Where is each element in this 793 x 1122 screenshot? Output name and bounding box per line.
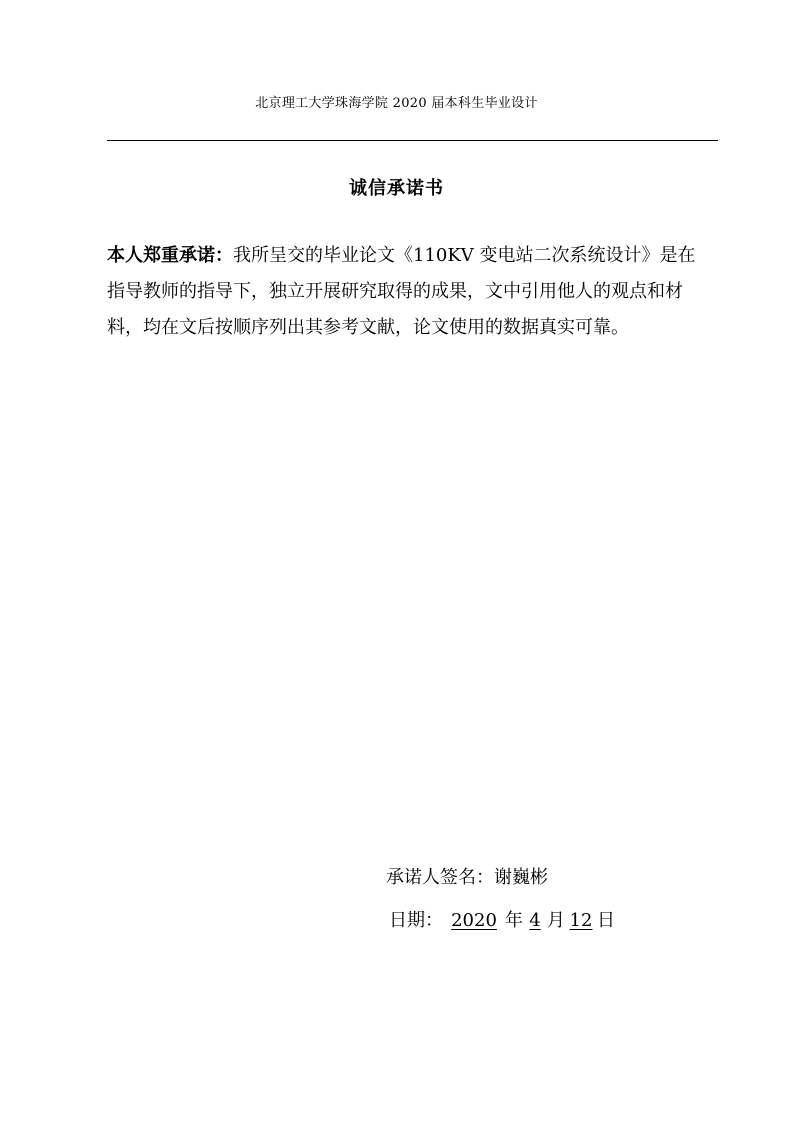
statement-paragraph bbox=[107, 238, 697, 346]
date-day: 12 bbox=[569, 910, 593, 931]
document-title: 诚信承诺书 bbox=[349, 178, 444, 199]
statement-body: 我所呈交的毕业论文《110KV 变电站二次系统设计》是在指导教师的指导下，独立开展研究取得的成果，文中引用他人的观点和材料，均在文后按顺序列出其参考文献，论文使用的数据真实可靠。 bbox=[107, 245, 696, 338]
date-label: 日期： bbox=[389, 910, 443, 931]
statement-lead: 本人郑重承诺： bbox=[107, 245, 233, 266]
date-year-unit: 年 bbox=[505, 910, 523, 931]
date-line bbox=[389, 906, 615, 932]
date-day-unit: 日 bbox=[597, 910, 615, 931]
header-divider bbox=[107, 140, 718, 141]
page-header: 北京理工大学珠海学院 2020 届本科生毕业设计 bbox=[255, 96, 538, 111]
signature-label: 承诺人签名： bbox=[386, 867, 494, 888]
date-month-unit: 月 bbox=[547, 910, 565, 931]
date-year: 2020 bbox=[451, 910, 497, 931]
signature-name: 谢巍彬 bbox=[494, 867, 548, 888]
signature-line bbox=[386, 863, 548, 889]
date-month: 4 bbox=[529, 910, 541, 931]
